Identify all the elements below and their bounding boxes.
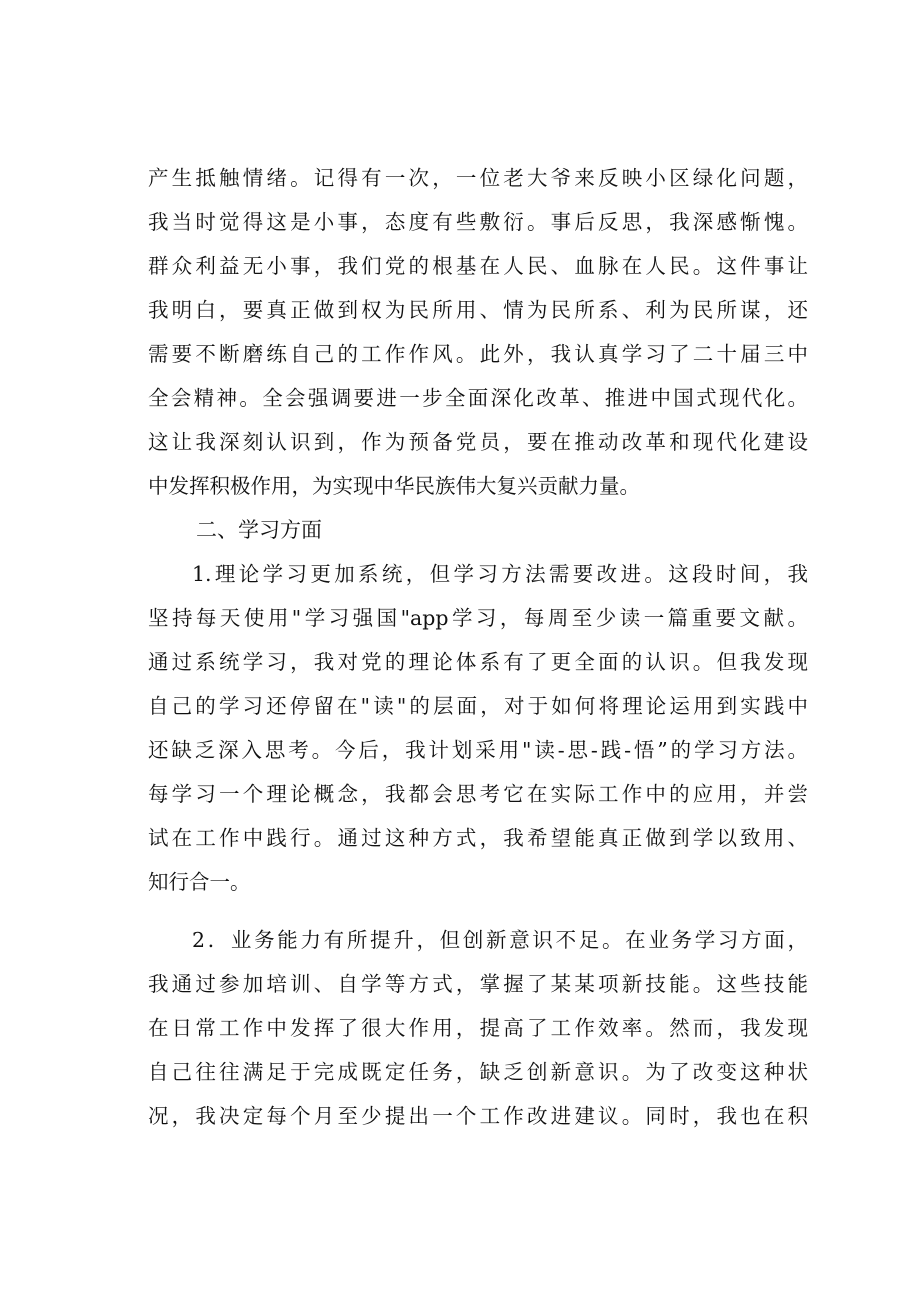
text-line: 知行合一。 [148, 870, 251, 894]
paragraph-business-skills [148, 918, 808, 1138]
text-line: 产生抵触情绪。记得有一次，一位老大爷来反映小区绿化问题， [148, 166, 808, 190]
text-line: 通过系统学习，我对党的理论体系有了更全面的认识。但我发现 [148, 650, 808, 674]
text-line: 自己往往满足于完成既定任务，缺乏创新意识。为了改变这种状 [148, 1060, 808, 1084]
text-line: 这让我深刻认识到，作为预备党员，要在推动改革和现代化建设 [148, 430, 808, 454]
text-line: 需要不断磨练自己的工作作风。此外，我认真学习了二十届三中 [148, 342, 808, 366]
text-line: 2．业务能力有所提升，但创新意识不足。在业务学习方面， [192, 928, 808, 952]
section-heading-study: 二、学习方面 [196, 518, 322, 542]
text-line: 我通过参加培训、自学等方式，掌握了某某项新技能。这些技能 [148, 972, 808, 996]
paragraph-spacer [148, 904, 808, 918]
text-line: 在日常工作中发挥了很大作用，提高了工作效率。然而，我发现 [148, 1016, 808, 1040]
text-line: 况，我决定每个月至少提出一个工作改进建议。同时，我也在积 [148, 1104, 808, 1128]
text-line: 中发挥积极作用，为实现中华民族伟大复兴贡献力量。 [148, 474, 640, 498]
text-line: 我当时觉得这是小事，态度有些敷衍。事后反思，我深感惭愧。 [148, 210, 808, 234]
document-body [148, 156, 808, 1138]
text-line: 自己的学习还停留在"读"的层面，对于如何将理论运用到实践中 [148, 694, 808, 718]
paragraph-theory-study [148, 552, 808, 904]
text-line: 1.理论学习更加系统，但学习方法需要改进。这段时间，我 [192, 562, 808, 586]
text-line: 群众利益无小事，我们党的根基在人民、血脉在人民。这件事让 [148, 254, 808, 278]
text-line: 还缺乏深入思考。今后，我计划采用"读-思-践-悟”的学习方法。 [148, 738, 808, 762]
text-line: 全会精神。全会强调要进一步全面深化改革、推进中国式现代化。 [148, 386, 808, 410]
text-line: 我明白，要真正做到权为民所用、情为民所系、利为民所谋，还 [148, 298, 808, 322]
text-line: 试在工作中践行。通过这种方式，我希望能真正做到学以致用、 [148, 826, 808, 850]
paragraph-citizen-service [148, 156, 808, 508]
text-line: 坚持每天使用"学习强国"app学习，每周至少读一篇重要文献。 [148, 606, 808, 630]
text-line: 每学习一个理论概念，我都会思考它在实际工作中的应用，并尝 [148, 782, 808, 806]
